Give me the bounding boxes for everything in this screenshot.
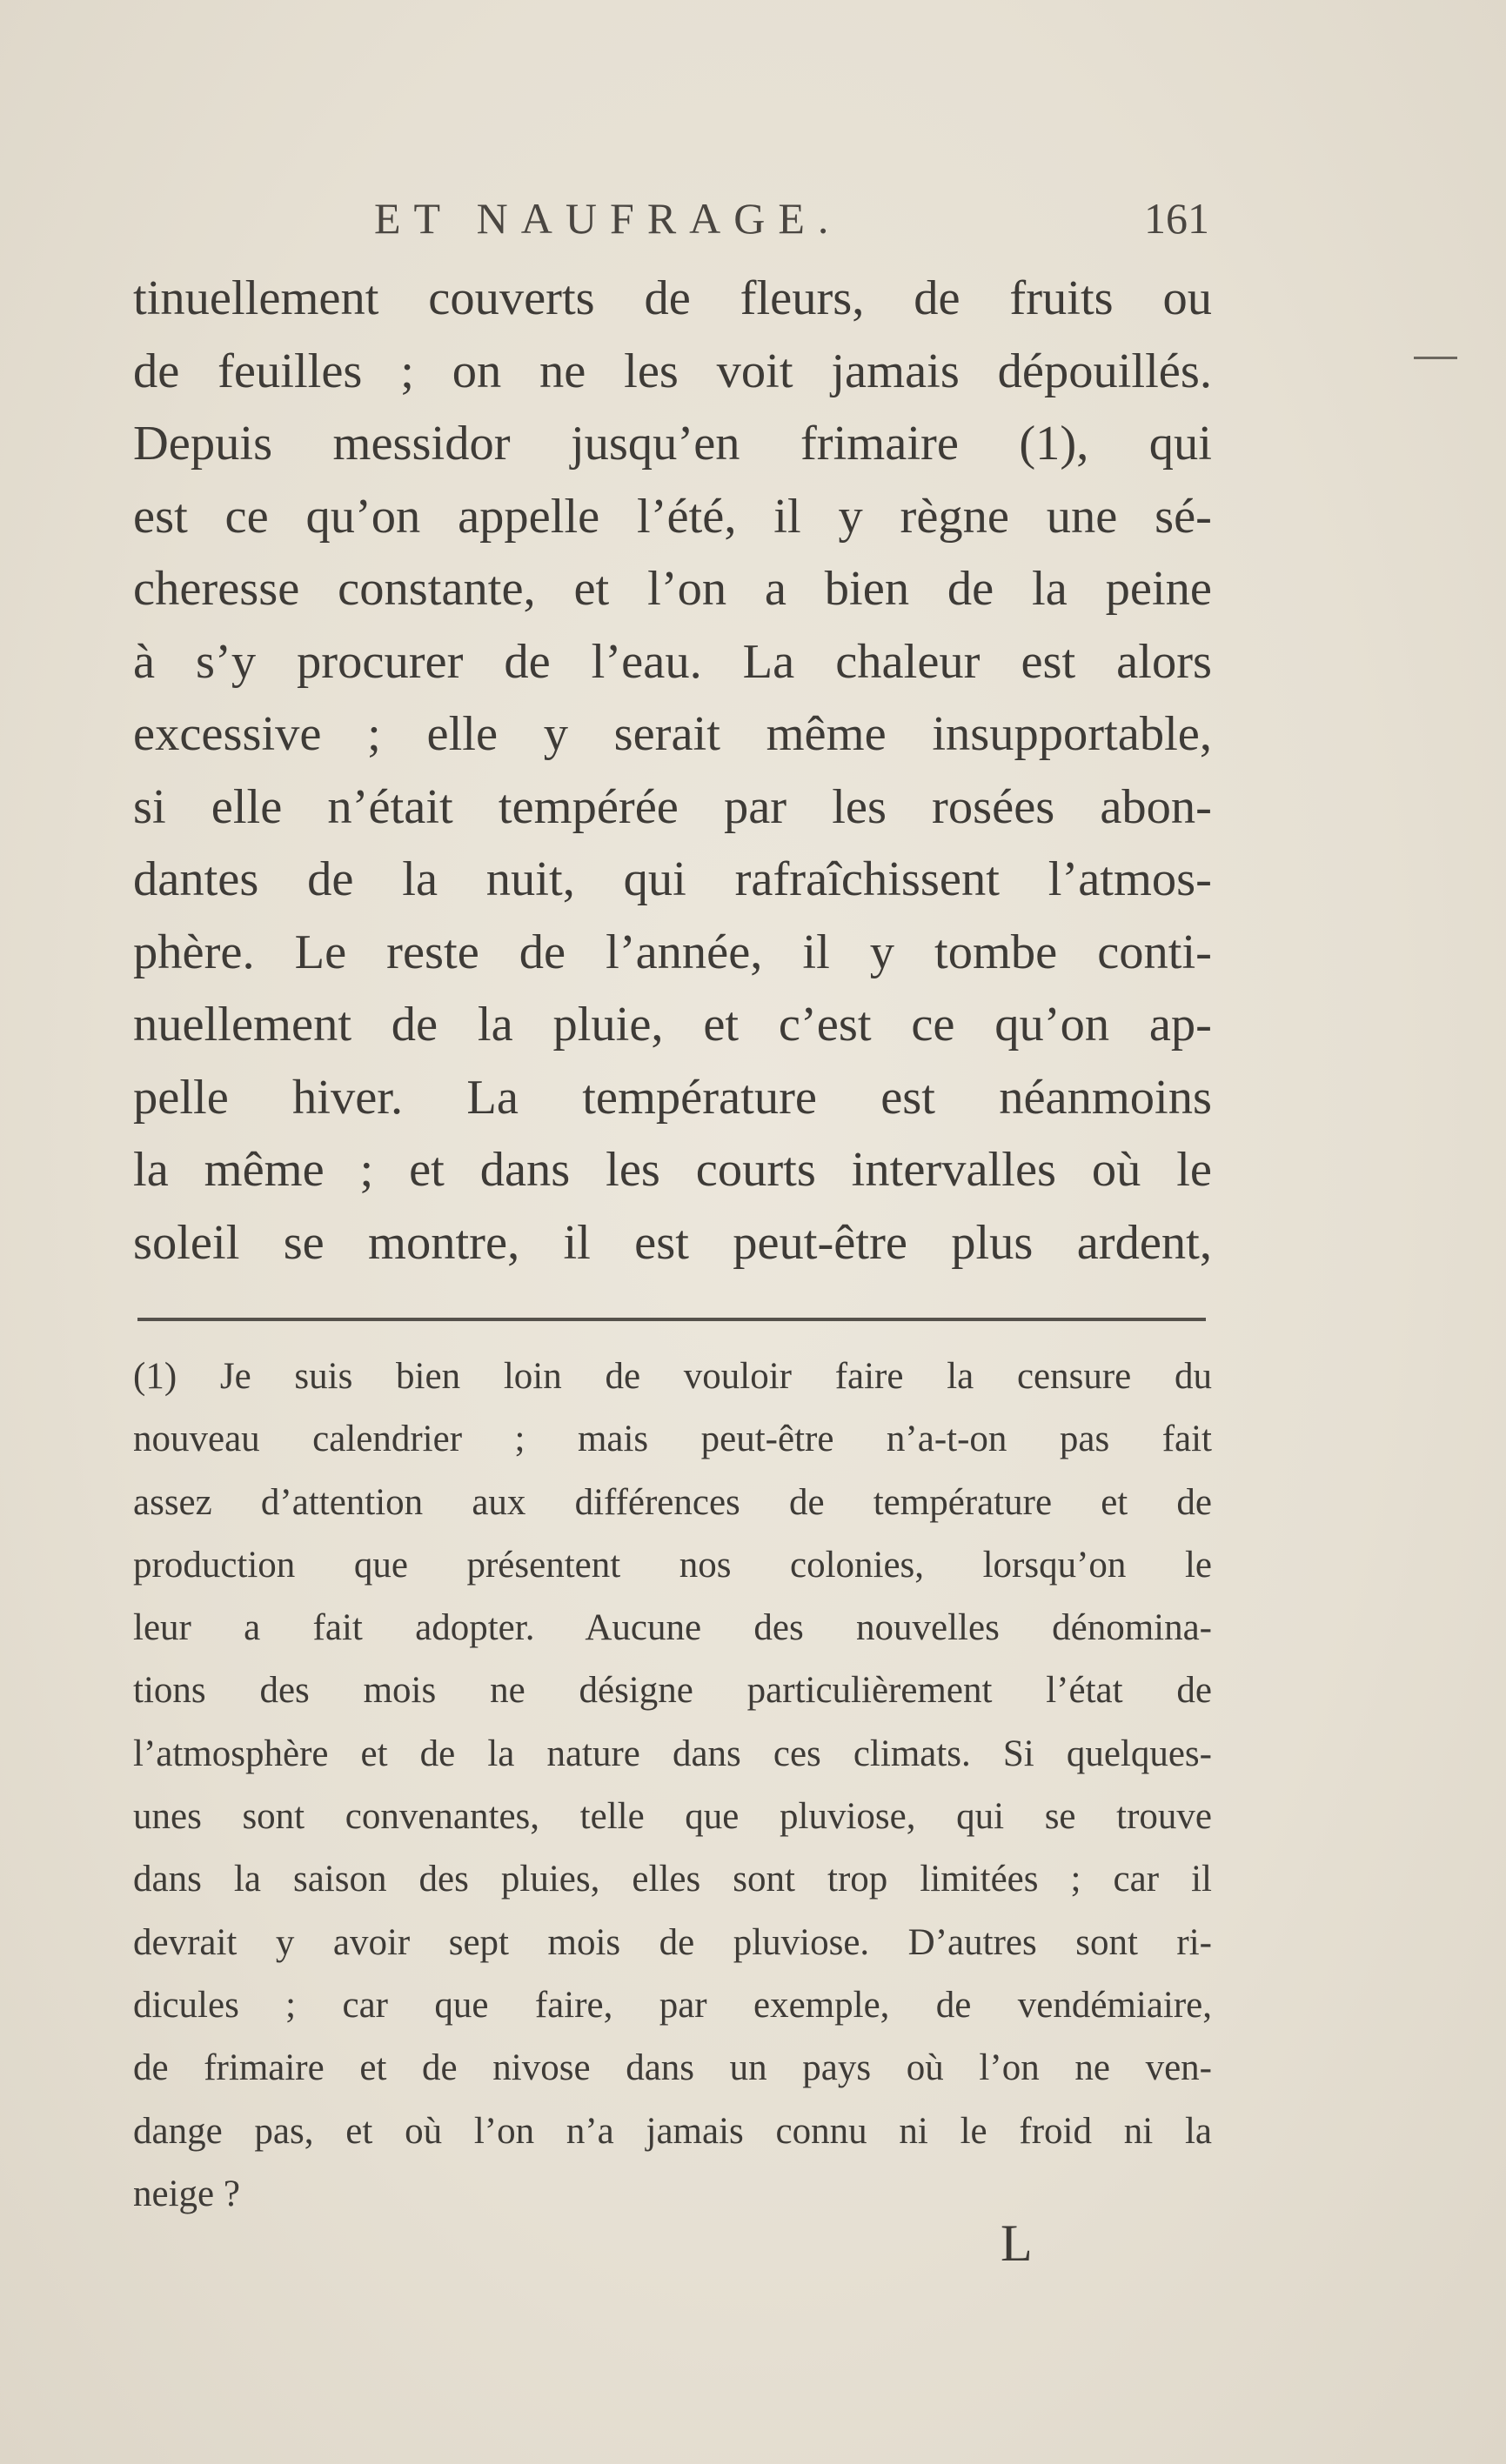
text-line: nuellement de la pluie, et c’est ce qu’on ap- — [133, 998, 1212, 1052]
footnote-line: l’atmosphère et de la nature dans ces climats. Si quelques- — [133, 1733, 1212, 1774]
footnote-line: devrait y avoir sept mois de pluviose. D’autres sont ri- — [133, 1921, 1212, 1963]
footnote — [133, 1346, 1212, 2226]
text-line: à s’y procurer de l’eau. La chaleur est alors — [133, 634, 1212, 689]
page-header — [374, 193, 1209, 254]
running-head: ET NAUFRAGE. — [374, 194, 842, 243]
catchword: L — [1001, 2214, 1033, 2272]
text-line: excessive ; elle y serait même insupportable, — [133, 707, 1212, 761]
text-line: cheresse constante, et l’on a bien de la peine — [133, 562, 1212, 616]
footnote-separator-rule — [137, 1318, 1206, 1321]
main-text — [133, 263, 1212, 1279]
text-line: pelle hiver. La température est néanmoins — [133, 1070, 1212, 1125]
text-line: soleil se montre, il est peut-être plus ardent, — [133, 1215, 1212, 1270]
text-line: dantes de la nuit, qui rafraîchissent l’atmos- — [133, 852, 1212, 906]
text-line: est ce qu’on appelle l’été, il y règne une sé- — [133, 489, 1212, 544]
page-number: 161 — [1144, 194, 1209, 243]
text-line: si elle n’était tempérée par les rosées abon- — [133, 779, 1212, 834]
text-line: la même ; et dans les courts intervalles où le — [133, 1143, 1212, 1197]
margin-mark — [1414, 357, 1457, 359]
footnote-line: nouveau calendrier ; mais peut-être n’a-t-on pas fait — [133, 1419, 1212, 1460]
footnote-line: (1) Je suis bien loin de vouloir faire la censure du — [133, 1356, 1212, 1397]
footnote-line: tions des mois ne désigne particulièrement l’état de — [133, 1670, 1212, 1712]
footnote-line: dicules ; car que faire, par exemple, de vendémiaire, — [133, 1984, 1212, 2026]
footnote-line: unes sont convenantes, telle que pluviose, qui se trouve — [133, 1796, 1212, 1838]
text-line: tinuellement couverts de fleurs, de fruits ou — [133, 271, 1212, 325]
footnote-line: assez d’attention aux différences de température et de — [133, 1481, 1212, 1523]
text-line: Depuis messidor jusqu’en frimaire (1), qui — [133, 417, 1212, 471]
text-line: phère. Le reste de l’année, il y tombe conti- — [133, 925, 1212, 979]
footnote-line: de frimaire et de nivose dans un pays où l’on ne ven- — [133, 2047, 1212, 2089]
footnote-line: dans la saison des pluies, elles sont trop limitées ; car il — [133, 1859, 1212, 1900]
footnote-line: dange pas, et où l’on n’a jamais connu ni le froid ni la — [133, 2110, 1212, 2152]
footnote-line: leur a fait adopter. Aucune des nouvelles dénomina- — [133, 1607, 1212, 1649]
footnote-line: production que présentent nos colonies, lorsqu’on le — [133, 1544, 1212, 1586]
text-line: de feuilles ; on ne les voit jamais dépouillés. — [133, 344, 1212, 398]
footnote-line: neige ? — [133, 2173, 240, 2214]
